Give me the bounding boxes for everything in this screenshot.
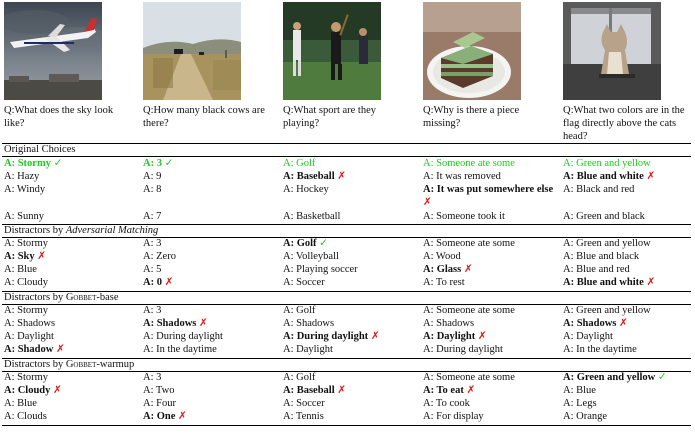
base-a4-1: A: Someone ate some (423, 305, 515, 316)
adv-a2-4: A: 0 ✗ (143, 277, 174, 288)
warm-a4-3: A: To cook (423, 398, 470, 409)
base-a1-1: A: Stormy (4, 305, 49, 316)
adv-a3-4: A: Soccer (283, 277, 325, 288)
warm-a1-3: A: Blue (4, 398, 37, 409)
base-a1-4: A: Shadow ✗ (4, 344, 65, 355)
base-a1-3: A: Daylight (4, 331, 54, 342)
orig-a3-2: A: Baseball ✗ (283, 171, 347, 182)
orig-a5-1: A: Green and yellow (563, 158, 651, 169)
base-a2-3: A: During daylight (143, 331, 223, 342)
orig-a1-1: A: Stormy ✓ (4, 158, 63, 169)
base-a5-1: A: Green and yellow (563, 305, 651, 316)
baseball-photo-icon (283, 2, 381, 100)
warm-a2-3: A: Four (143, 398, 176, 409)
adv-a2-2: A: Zero (143, 251, 176, 262)
section-adversarial: Distractors by Adversarial Matching (4, 225, 159, 236)
orig-a5-4: A: Green and black (563, 211, 645, 222)
base-a5-3: A: Daylight (563, 331, 613, 342)
question-1: Q:What does the sky look like? (4, 105, 114, 129)
base-a3-3: A: During daylight ✗ (283, 331, 380, 342)
base-a2-2: A: Shadows ✗ (143, 318, 208, 329)
warm-a1-2: A: Cloudy ✗ (4, 385, 62, 396)
orig-a2-1: A: 3 ✓ (143, 158, 174, 169)
adv-a3-2: A: Volleyball (283, 251, 339, 262)
warm-a3-1: A: Golf (283, 372, 316, 383)
image-road-cows (143, 2, 241, 100)
adv-a1-2: A: Sky ✗ (4, 251, 47, 262)
warm-a3-2: A: Baseball ✗ (283, 385, 347, 396)
warm-a5-1: A: Green and yellow ✓ (563, 372, 667, 383)
warm-a1-1: A: Stormy (4, 372, 49, 383)
warm-a2-1: A: 3 (143, 372, 162, 383)
warm-a4-1: A: Someone ate some (423, 372, 515, 383)
rule-top (2, 143, 691, 144)
question-4: Q:Why is there a piece missing? (423, 105, 520, 129)
base-a5-2: A: Shadows ✗ (563, 318, 628, 329)
cat-photo-icon (563, 2, 661, 100)
adv-a2-3: A: 5 (143, 264, 162, 275)
warm-a4-2: A: To eat ✗ (423, 385, 476, 396)
adv-a4-2: A: Wood (423, 251, 461, 262)
image-baseball (283, 2, 381, 100)
question-5: Q:What two colors are in the flag directly above the cats head? (563, 105, 685, 142)
orig-a5-2: A: Blue and white ✗ (563, 171, 656, 182)
question-2: Q:How many black cows are there? (143, 105, 265, 129)
warm-a2-2: A: Two (143, 385, 175, 396)
airplane-photo-icon (4, 2, 102, 100)
base-a4-2: A: Shadows (423, 318, 475, 329)
adv-a1-1: A: Stormy (4, 238, 49, 249)
adv-a2-1: A: 3 (143, 238, 162, 249)
warm-a3-3: A: Soccer (283, 398, 325, 409)
base-a3-1: A: Golf (283, 305, 316, 316)
section-gobbet-base: Distractors by Gobbet-base (4, 292, 119, 303)
orig-a2-2: A: 9 (143, 171, 162, 182)
orig-a2-4: A: 7 (143, 211, 162, 222)
orig-a4-1: A: Someone ate some (423, 158, 515, 169)
base-a2-1: A: 3 (143, 305, 162, 316)
warm-a3-4: A: Tennis (283, 411, 324, 422)
adv-a5-2: A: Blue and black (563, 251, 640, 262)
warm-a1-4: A: Clouds (4, 411, 47, 422)
rule-bottom (2, 425, 691, 426)
cake-photo-icon (423, 2, 521, 100)
section-gobbet-warmup: Distractors by Gobbet-warmup (4, 359, 135, 370)
section-original: Original Choices (4, 144, 76, 155)
base-a2-4: A: In the daytime (143, 344, 217, 355)
adv-a1-3: A: Blue (4, 264, 37, 275)
adv-a5-4: A: Blue and white ✗ (563, 277, 656, 288)
orig-a5-3: A: Black and red (563, 184, 635, 195)
base-a3-2: A: Shadows (283, 318, 335, 329)
warm-a5-3: A: Legs (563, 398, 597, 409)
warm-a5-2: A: Blue (563, 385, 596, 396)
orig-a4-4: A: Someone took it (423, 211, 505, 222)
base-a4-3: A: Daylight ✗ (423, 331, 487, 342)
adv-a5-3: A: Blue and red (563, 264, 630, 275)
orig-a1-3: A: Windy (4, 184, 46, 195)
image-cake (423, 2, 521, 100)
adv-a4-4: A: To rest (423, 277, 465, 288)
orig-a3-3: A: Hockey (283, 184, 329, 195)
orig-a3-1: A: Golf (283, 158, 316, 169)
adv-a4-1: A: Someone ate some (423, 238, 515, 249)
base-a1-2: A: Shadows (4, 318, 56, 329)
base-a4-4: A: During daylight (423, 344, 503, 355)
orig-a1-4: A: Sunny (4, 211, 44, 222)
orig-a4-3: A: It was put somewhere else ✗ (423, 184, 554, 208)
question-3: Q:What sport are they playing? (283, 105, 377, 129)
orig-a3-4: A: Basketball (283, 211, 341, 222)
warm-a2-4: A: One ✗ (143, 411, 187, 422)
adv-a3-1: A: Golf ✓ (283, 238, 328, 249)
image-cat (563, 2, 661, 100)
adv-a4-3: A: Glass ✗ (423, 264, 473, 275)
base-a3-4: A: Daylight (283, 344, 333, 355)
orig-a2-3: A: 8 (143, 184, 162, 195)
warm-a5-4: A: Orange (563, 411, 608, 422)
base-a5-4: A: In the daytime (563, 344, 637, 355)
image-airplane (4, 2, 102, 100)
adv-a1-4: A: Cloudy (4, 277, 49, 288)
orig-a4-2: A: It was removed (423, 171, 501, 182)
road-photo-icon (143, 2, 241, 100)
warm-a4-4: A: For display (423, 411, 484, 422)
adv-a3-3: A: Playing soccer (283, 264, 358, 275)
adv-a5-1: A: Green and yellow (563, 238, 651, 249)
orig-a1-2: A: Hazy (4, 171, 40, 182)
